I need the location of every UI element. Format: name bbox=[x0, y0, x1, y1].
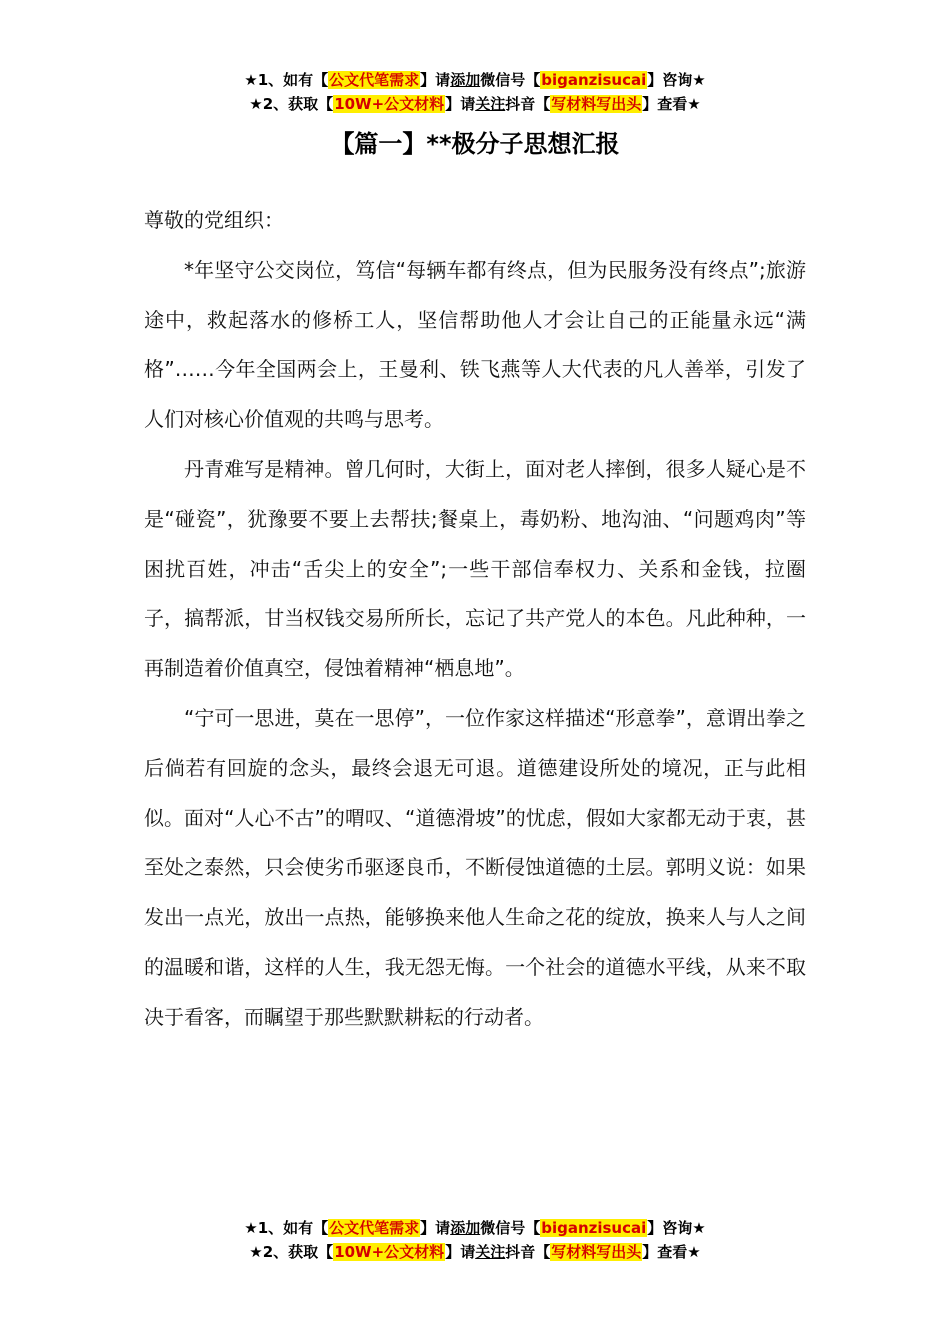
banner-text: 】请 bbox=[445, 1243, 476, 1261]
paragraph-3: “宁可一思进，莫在一思停”，一位作家这样描述“形意拳”，意谓出拳之后倘若有回旋的念头，最终会退无可退。道德建设所处的境况，正与此相似。面对“人心不古”的喟叹、“道德滑坡”的忧虑，假如大家都无动于衷，甚至处之泰然，只会使劣币驱逐良币，不断侵蚀道德的土层。郭明义说：如果发出一点光，放出一点热，能够换来他人生命之花的绽放，换来人与人之间的温暖和谐，这样的人生，我无怨无悔。一个社会的道德水平线，从来不取决于看客，而瞩望于那些默默耕耘的行动者。 bbox=[144, 705, 806, 1029]
banner-text: 】咨询★ bbox=[647, 71, 706, 89]
banner-text: ★2、获取【 bbox=[249, 1243, 334, 1261]
banner-text: ★1、如有【 bbox=[244, 71, 329, 89]
highlight-service: 公文代笔需求 bbox=[329, 1219, 420, 1237]
highlight-materials: 10W+公文材料 bbox=[334, 1243, 445, 1261]
highlight-douyin: 写材料写出头 bbox=[551, 1243, 642, 1261]
banner-text: 】请 bbox=[420, 71, 451, 89]
highlight-materials: 10W+公文材料 bbox=[334, 95, 445, 113]
highlight-douyin: 写材料写出头 bbox=[551, 95, 642, 113]
underline-follow: 关注 bbox=[475, 1243, 506, 1261]
banner-text: ★1、如有【 bbox=[244, 1219, 329, 1237]
banner-line-2 bbox=[0, 92, 950, 116]
banner-text: 】查看★ bbox=[642, 1243, 701, 1261]
banner-text: 】请 bbox=[420, 1219, 451, 1237]
document-body bbox=[144, 196, 806, 1043]
banner-text: 抖音【 bbox=[505, 1243, 551, 1261]
banner-line-2 bbox=[0, 1240, 950, 1264]
paragraph-1: *年坚守公交岗位，笃信“每辆车都有终点，但为民服务没有终点”;旅游途中，救起落水的修桥工人，坚信帮助他人才会让自己的正能量永远“满格”……今年全国两会上，王曼利、铁飞燕等人大代表的凡人善举，引发了人们对核心价值观的共鸣与思考。 bbox=[144, 257, 806, 432]
banner-text: 微信号【 bbox=[480, 1219, 541, 1237]
footer-banner bbox=[0, 1216, 950, 1264]
document-title: 【篇一】**极分子思想汇报 bbox=[330, 130, 620, 158]
banner-text: 】咨询★ bbox=[647, 1219, 706, 1237]
highlight-wechat-id: biganzisucai bbox=[541, 1219, 647, 1237]
banner-text: 】查看★ bbox=[642, 95, 701, 113]
underline-follow: 关注 bbox=[475, 95, 506, 113]
underline-add: 添加 bbox=[450, 1219, 481, 1237]
banner-line-1 bbox=[0, 68, 950, 92]
salutation: 尊敬的党组织： bbox=[144, 208, 284, 232]
banner-text: ★2、获取【 bbox=[249, 95, 334, 113]
highlight-wechat-id: biganzisucai bbox=[541, 71, 647, 89]
banner-text: 抖音【 bbox=[505, 95, 551, 113]
highlight-service: 公文代笔需求 bbox=[329, 71, 420, 89]
underline-add: 添加 bbox=[450, 71, 481, 89]
banner-line-1 bbox=[0, 1216, 950, 1240]
banner-text: 微信号【 bbox=[480, 71, 541, 89]
paragraph-2: 丹青难写是精神。曾几何时，大街上，面对老人摔倒，很多人疑心是不是“碰瓷”，犹豫要不要上去帮扶;餐桌上，毒奶粉、地沟油、“问题鸡肉”等困扰百姓，冲击“舌尖上的安全”;一些干部信奉权力、关系和金钱，拉圈子，搞帮派，甘当权钱交易所所长，忘记了共产党人的本色。凡此种种，一再制造着价值真空，侵蚀着精神“栖息地”。 bbox=[144, 456, 806, 681]
banner-text: 】请 bbox=[445, 95, 476, 113]
header-banner bbox=[0, 68, 950, 116]
